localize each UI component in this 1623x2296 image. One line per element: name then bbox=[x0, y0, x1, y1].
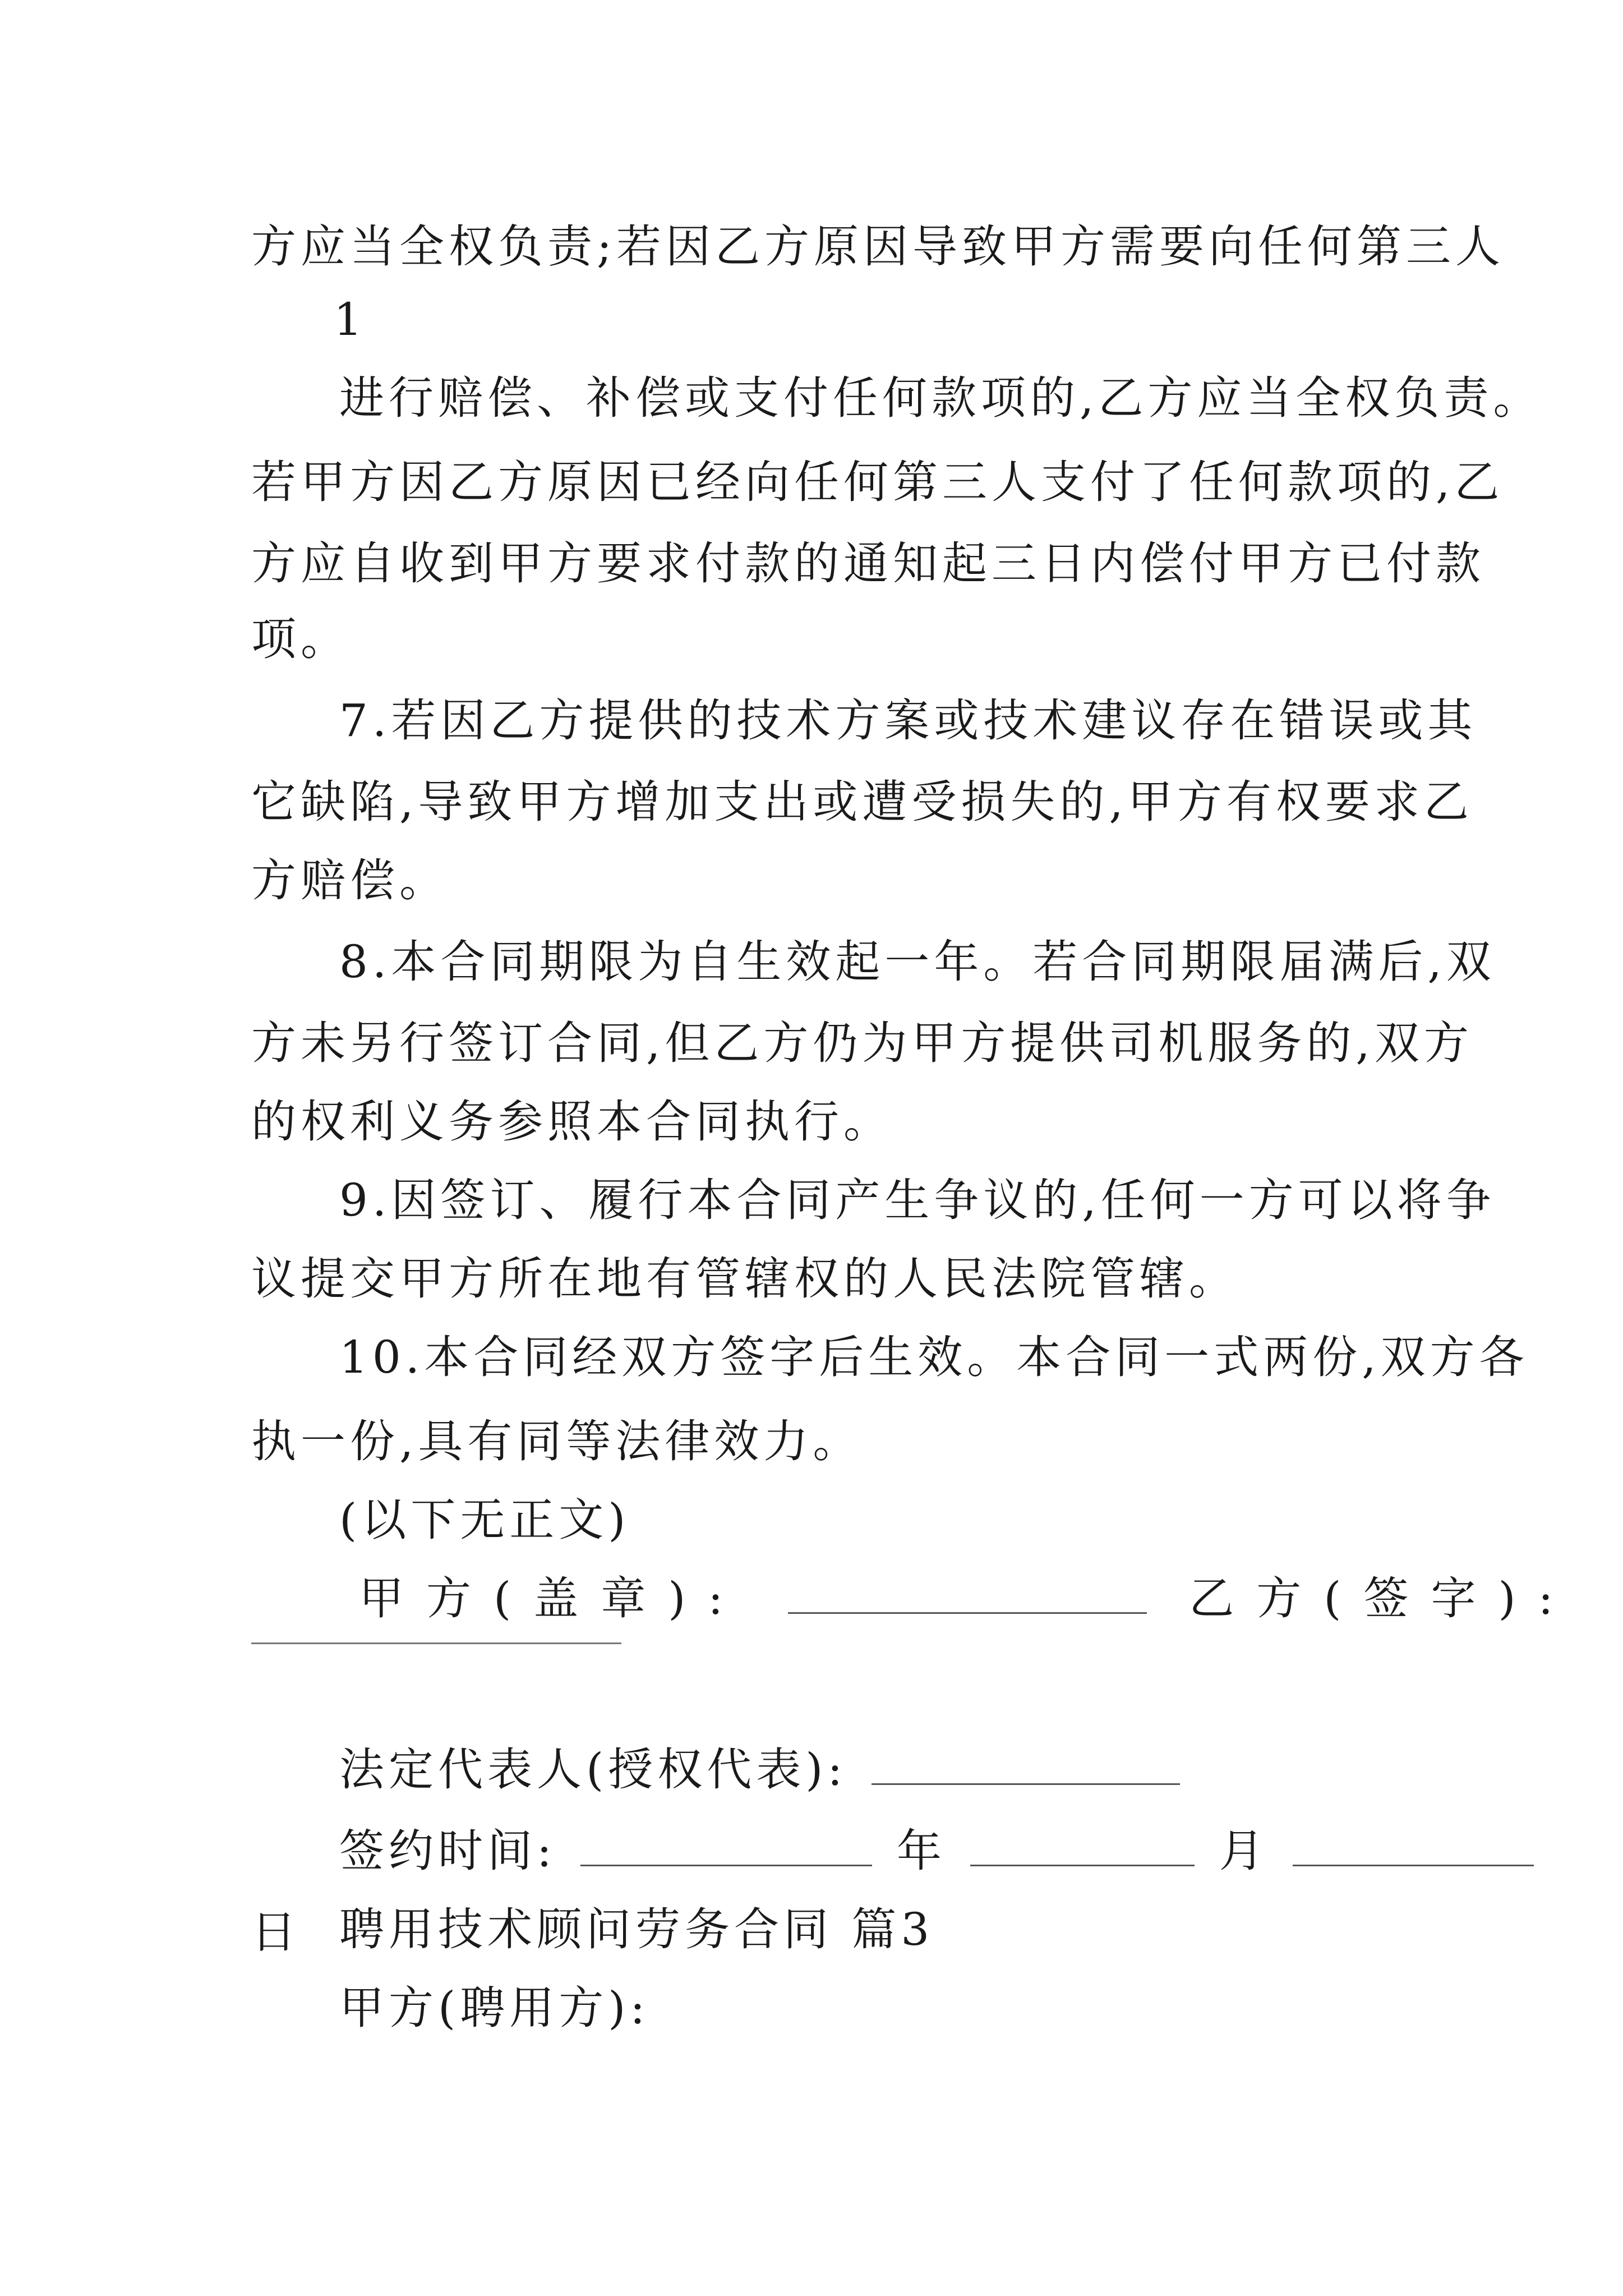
body-line: 项。 bbox=[251, 613, 350, 665]
party-a-signature-line bbox=[788, 1572, 1147, 1614]
clause-9: 9.因签订、履行本合同产生争议的,任何一方可以将争 bbox=[339, 1174, 1496, 1226]
body-line: 的权利义务参照本合同执行。 bbox=[251, 1096, 893, 1148]
body-line: 方应当全权负责;若因乙方原因导致甲方需要向任何第三人 bbox=[251, 220, 1505, 273]
body-line: 它缺陷,导致甲方增加支出或遭受损失的,甲方有权要求乙 bbox=[251, 776, 1473, 828]
body-line: 若甲方因乙方原因已经向任何第三人支付了任何款项的,乙 bbox=[251, 456, 1504, 508]
legal-representative-line bbox=[872, 1743, 1180, 1785]
body-line: 方赔偿。 bbox=[251, 854, 449, 907]
month-label: 月 bbox=[1219, 1825, 1269, 1877]
signing-date-row bbox=[0, 1812, 1623, 1890]
year-blank bbox=[580, 1824, 872, 1866]
clause-10: 10.本合同经双方签字后生效。本合同一式两份,双方各 bbox=[339, 1331, 1529, 1383]
body-line: 方未另行签订合同,但乙方仍为甲方提供司机服务的,双方 bbox=[251, 1017, 1473, 1069]
legal-representative-label: 法定代表人(授权代表): bbox=[339, 1743, 847, 1796]
clause-8: 8.本合同期限为自生效起一年。若合同期限届满后,双 bbox=[339, 936, 1496, 988]
section-title: 聘用技术顾问劳务合同 篇3 bbox=[339, 1903, 934, 1955]
year-label: 年 bbox=[896, 1825, 946, 1877]
party-b-signature-line bbox=[251, 1642, 621, 1644]
no-text-below-note: (以下无正文) bbox=[339, 1494, 630, 1546]
party-a-seal-label: 甲方(盖章): bbox=[359, 1572, 746, 1625]
page-number: 1 bbox=[334, 293, 367, 346]
day-label: 日 bbox=[251, 1906, 301, 1958]
legal-representative-row bbox=[0, 1731, 1623, 1809]
party-a-employer-label: 甲方(聘用方): bbox=[339, 1982, 650, 2034]
signature-parties-row bbox=[0, 1559, 1623, 1638]
day-blank bbox=[1293, 1824, 1534, 1866]
party-b-signature-label: 乙方(签字): bbox=[1189, 1572, 1576, 1625]
clause-7: 7.若因乙方提供的技术方案或技术建议存在错误或其 bbox=[339, 694, 1477, 747]
signing-date-label: 签约时间: bbox=[339, 1825, 556, 1877]
body-line: 方应自收到甲方要求付款的通知起三日内偿付甲方已付款 bbox=[251, 537, 1485, 590]
body-line: 执一份,具有同等法律效力。 bbox=[251, 1415, 863, 1467]
body-line: 议提交甲方所在地有管辖权的人民法院管辖。 bbox=[251, 1253, 1238, 1305]
month-blank bbox=[970, 1824, 1195, 1866]
body-line: 进行赔偿、补偿或支付任何款项的,乙方应当全权负责。 bbox=[339, 372, 1543, 424]
